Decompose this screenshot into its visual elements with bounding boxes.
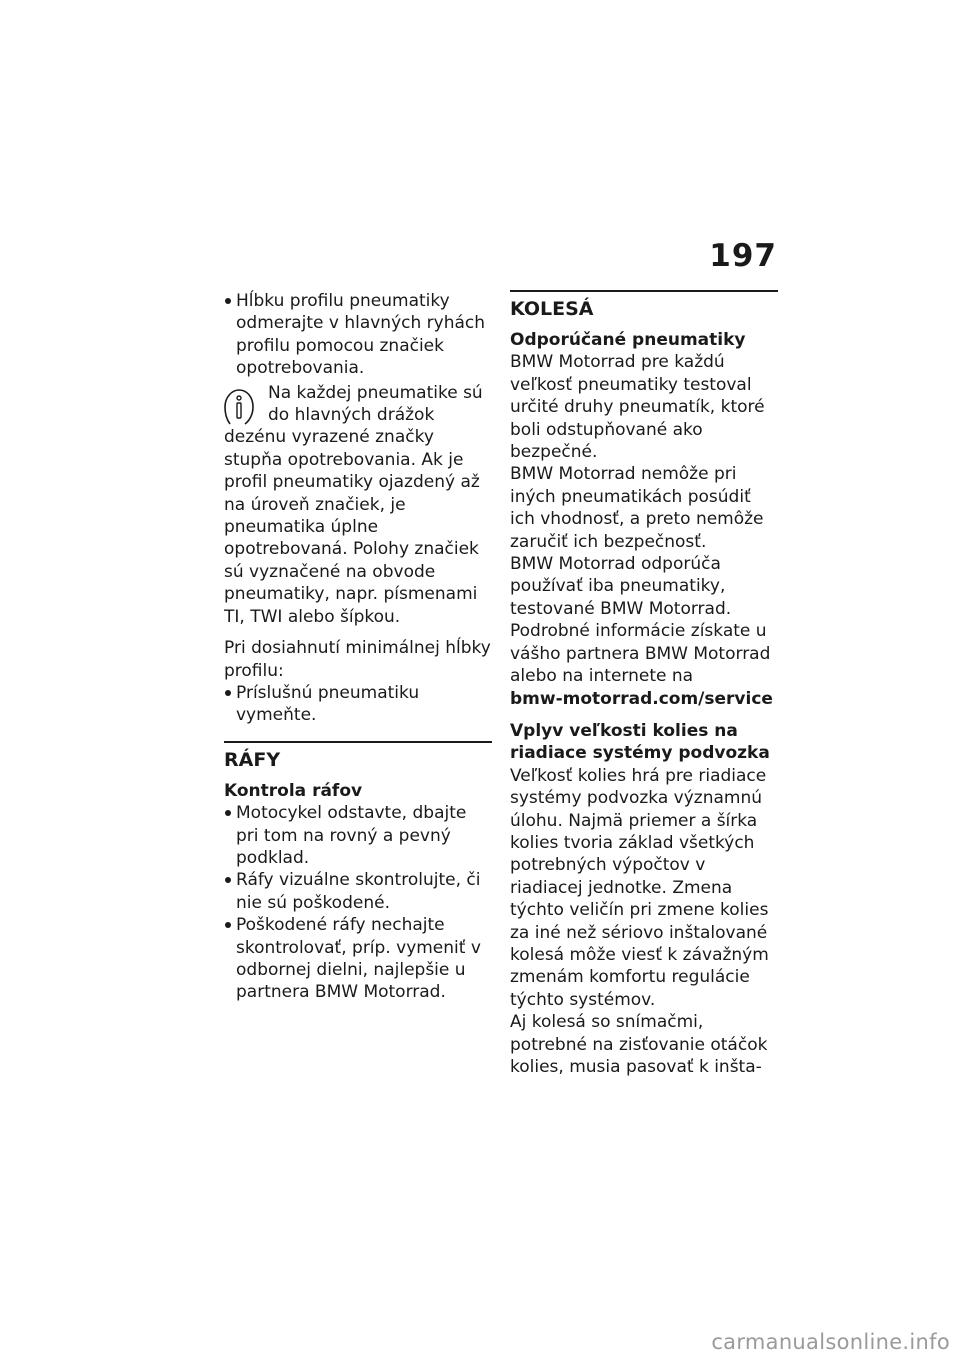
section-title: RÁFY xyxy=(224,748,281,771)
list-item: Poškodené ráfy nechajte skontrolovať, príp. vymeniť v odbornej dielni, najlepšie u partnera BMW Motorrad. xyxy=(224,914,492,1004)
subheading: Odporúčané pneumatiky xyxy=(510,330,746,350)
list-item: Príslušnú pneumatiku vymeňte. xyxy=(224,682,492,727)
min-depth-text: Pri dosiahnutí minimálnej hĺbky profilu: xyxy=(224,638,491,681)
section-title: KOLESÁ xyxy=(510,298,594,320)
list-item: Motocykel odstavte, dbajte pri tom na rovný a pevný podklad. xyxy=(224,802,492,869)
subheading: Vplyv veľkosti kolies na riadiace systémy podvozka xyxy=(510,720,770,764)
right-column xyxy=(510,290,778,1078)
tread-depth-list xyxy=(224,290,492,380)
left-column xyxy=(224,290,492,1004)
rim-check-list xyxy=(224,802,492,1004)
paragraph: Veľkosť kolies hrá pre riadiace systémy podvozka významnú úlohu. Najmä priemer a šírka kolies tvoria základ všetkých potrebných výpočtov v riadiacej jednotke. Zmena týchto veličín pri zmene kolies za iné než sériovo inštalované kolesá môže viesť k závažným zmenám komfortu regulácie týchto systémov. xyxy=(510,765,769,1010)
paragraph: BMW Motorrad odporúča používať iba pneumatiky, testované BMW Motorrad. xyxy=(510,554,732,619)
list-item: Hĺbku profilu pneumatiky odmerajte v hlavných ryhách profilu pomocou značiek opotrebovania. xyxy=(224,290,492,380)
list-item: Ráfy vizuálne skontrolujte, či nie sú poškodené. xyxy=(224,869,492,914)
watermark: carmanualsonline.info xyxy=(711,1330,950,1354)
info-icon xyxy=(224,384,254,426)
paragraph: BMW Motorrad pre každú veľkosť pneumatiky testoval určité druhy pneumatík, ktoré boli odstupňované ako bezpečné. xyxy=(510,352,765,463)
paragraph: Podrobné informácie získate u vášho partnera BMW Motorrad alebo na internete na xyxy=(510,621,771,687)
subheading: Kontrola ráfov xyxy=(224,780,363,801)
info-text: Na každej pneumatike sú do hlavných drážok dezénu vyrazené značky stupňa opotrebovania. Ak je profil pneumatiky ojazdený až na úroveň značiek, je pneumatika úplne opotrebovaná. Polohy značiek sú vyznačené na obvode pneumatiky, napr. písmenami TI, TWI alebo šípkou. xyxy=(224,382,483,627)
paragraph: BMW Motorrad nemôže pri iných pneumatikách posúdiť ich vhodnosť, a preto nemôže zaručiť ich bezpečnosť. xyxy=(510,464,764,552)
section-kolesa xyxy=(510,290,778,1078)
page-number: 197 xyxy=(709,238,777,274)
section-rafy xyxy=(224,741,492,1004)
service-link[interactable]: bmw-motorrad.com/service xyxy=(510,688,773,709)
replace-list xyxy=(224,682,492,727)
info-note xyxy=(224,382,492,628)
paragraph: Aj kolesá so snímačmi, potrebné na zisťovanie otáčok kolies, musia pasovať k inšta- xyxy=(510,1012,768,1077)
